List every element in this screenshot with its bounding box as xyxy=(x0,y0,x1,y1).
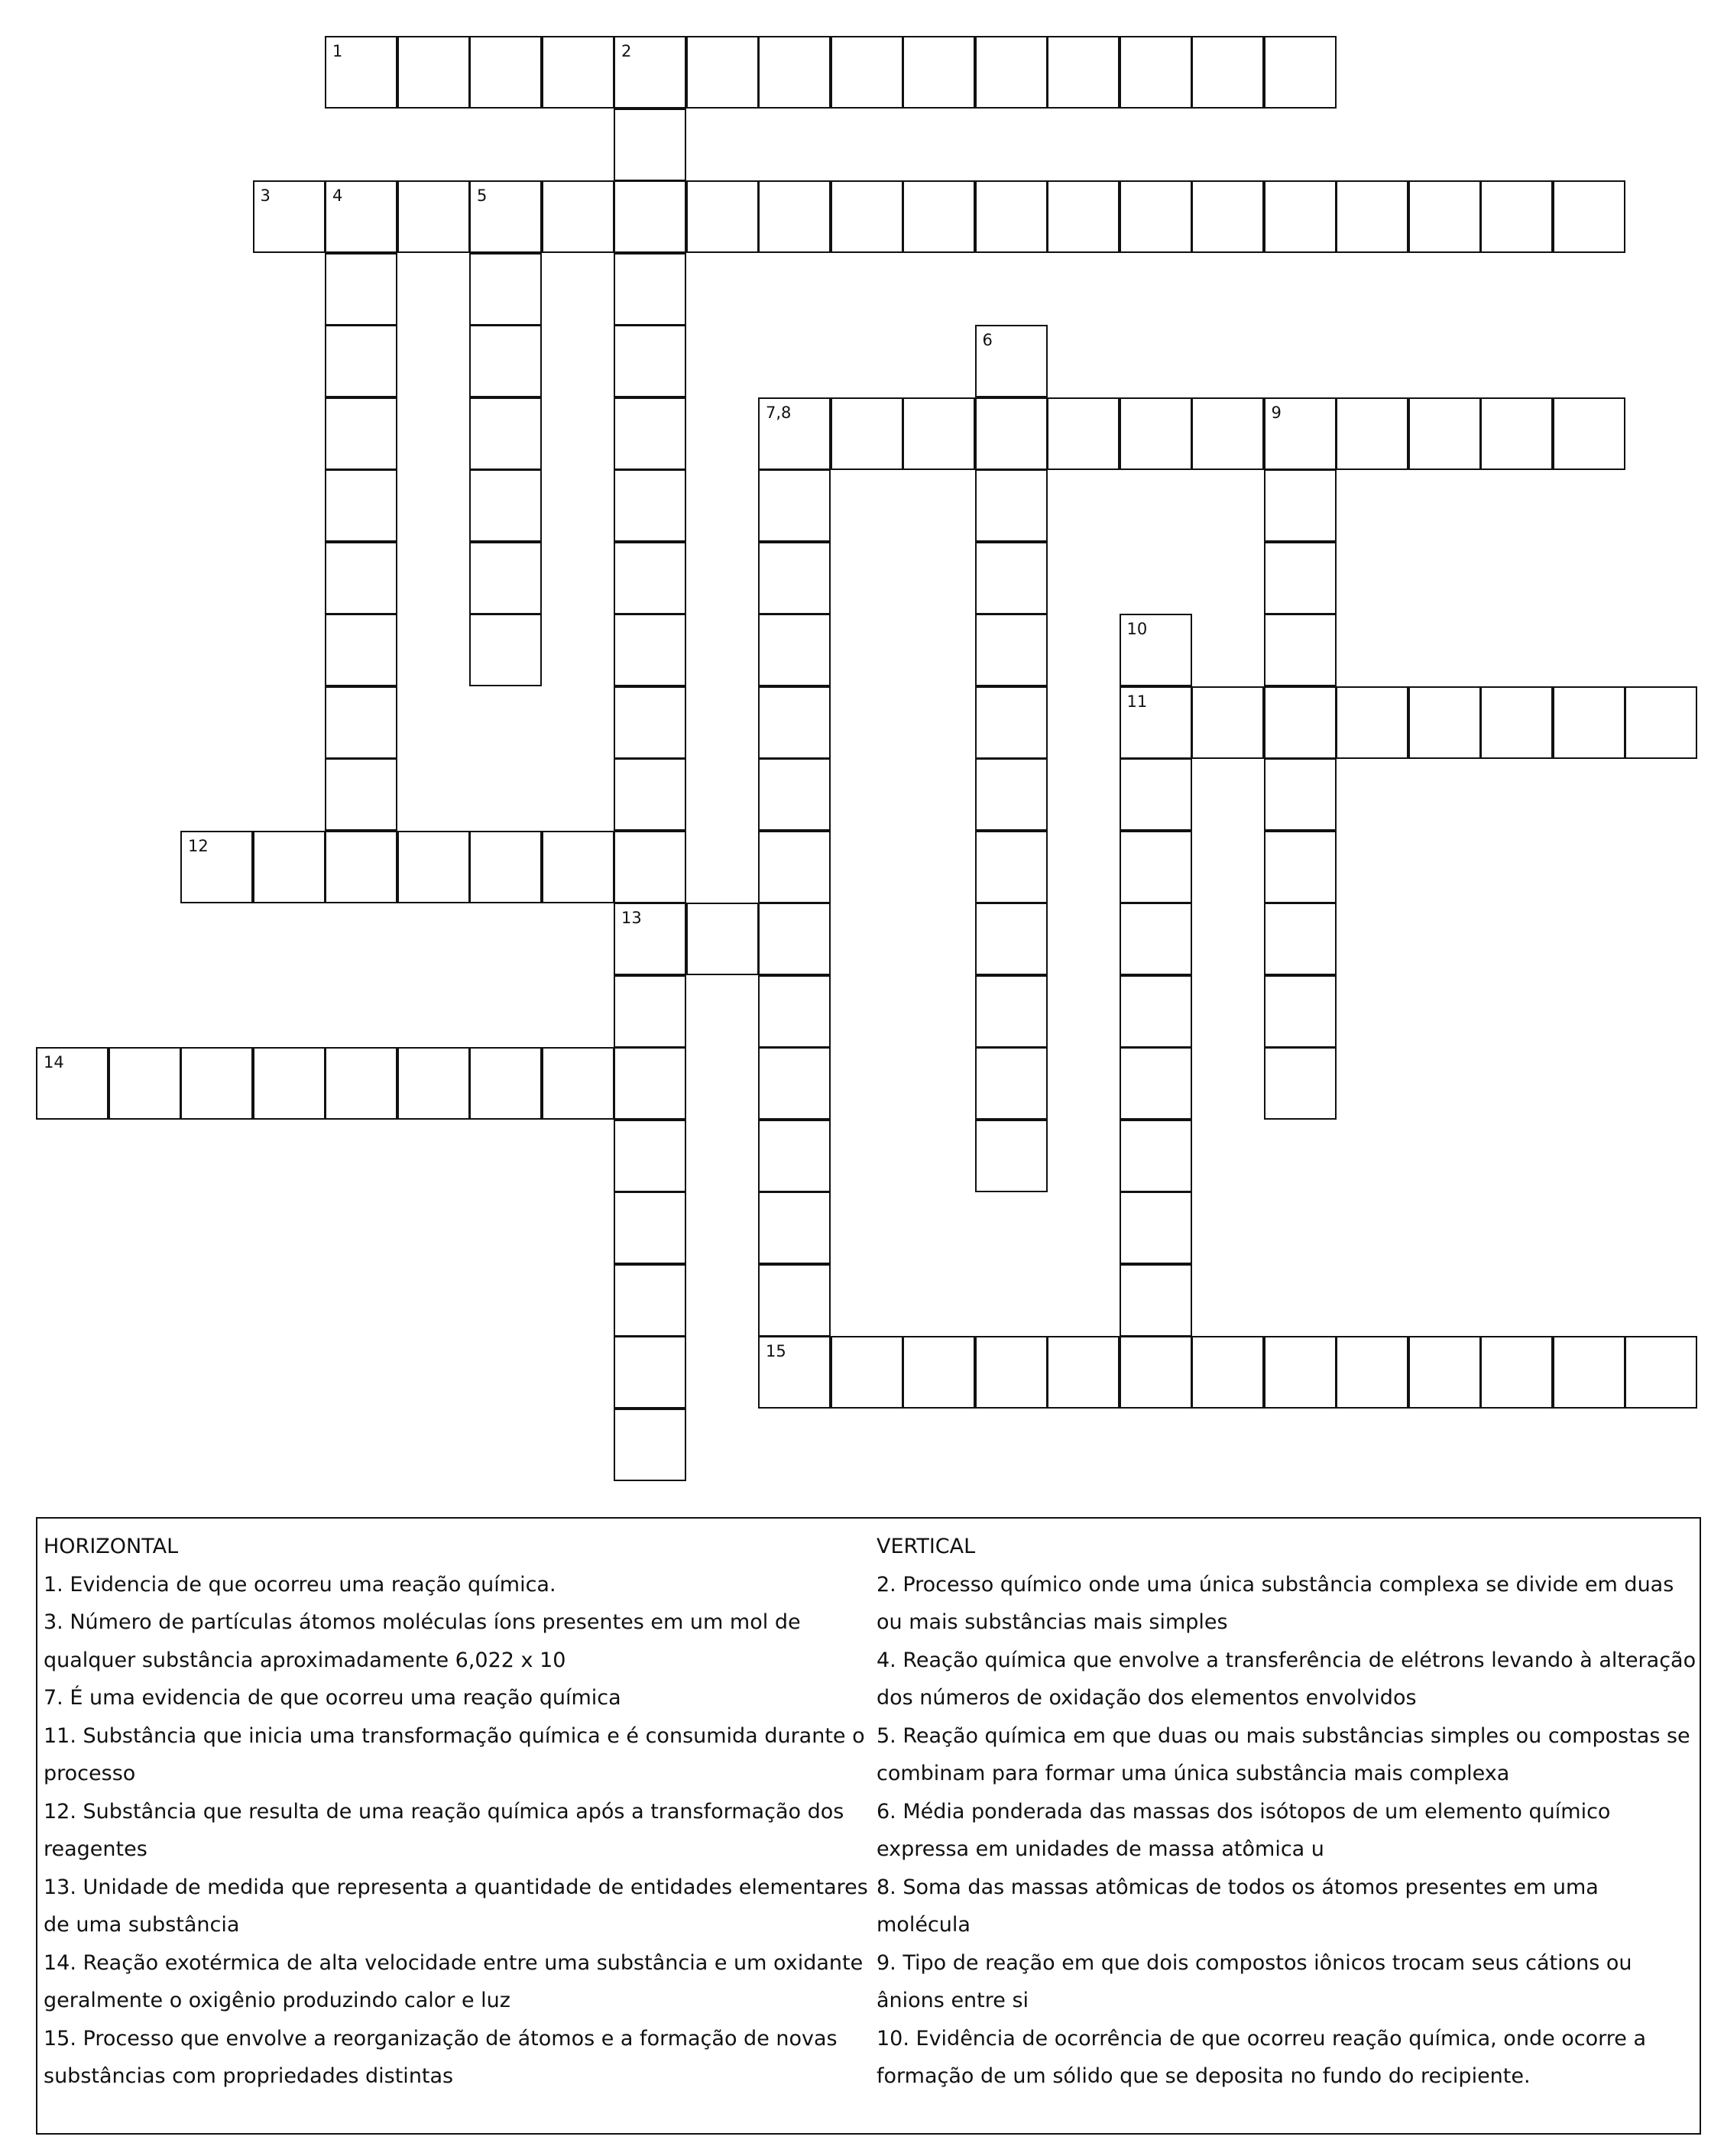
grid-cell[interactable] xyxy=(542,36,614,109)
clue-number: 2 xyxy=(621,42,632,60)
grid-cell[interactable] xyxy=(1553,180,1625,253)
grid-cell[interactable] xyxy=(469,469,542,542)
grid-cell[interactable] xyxy=(975,975,1048,1048)
grid-cell[interactable] xyxy=(975,397,1048,470)
clue-vertical-6: 6. Média ponderada das massas dos isótopos de um elemento químico expressa em unidades de massa atômica u xyxy=(877,1799,1611,1861)
grid-cell[interactable] xyxy=(1408,1336,1481,1409)
grid-cell[interactable] xyxy=(542,180,614,253)
grid-cell[interactable] xyxy=(758,1120,831,1192)
grid-cell[interactable] xyxy=(469,542,542,614)
clue-number: 9 xyxy=(1271,403,1282,422)
grid-cell[interactable] xyxy=(975,325,1048,397)
grid-cell[interactable] xyxy=(253,180,326,253)
grid-cell[interactable] xyxy=(758,758,831,831)
grid-cell[interactable] xyxy=(253,831,326,903)
grid-cell[interactable] xyxy=(903,36,975,109)
grid-cell[interactable] xyxy=(180,1047,253,1120)
clue-vertical-5: 5. Reação química em que duas ou mais substâncias simples ou compostas se combinam para formar uma única substância mais complexa xyxy=(877,1723,1690,1785)
grid-cell[interactable] xyxy=(1625,686,1697,759)
clue-horizontal-11: 11. Substância que inicia uma transformação química e é consumida durante o processo xyxy=(44,1723,865,1785)
vertical-clues xyxy=(877,1528,1698,2096)
grid-cell[interactable] xyxy=(469,325,542,397)
clue-vertical-2: 2. Processo químico onde uma única substância complexa se divide em duas ou mais substâncias mais simples xyxy=(877,1572,1674,1634)
grid-cell[interactable] xyxy=(614,903,686,975)
grid-cell[interactable] xyxy=(1191,36,1264,109)
grid-cell[interactable] xyxy=(758,1047,831,1120)
grid-cell[interactable] xyxy=(614,397,686,470)
grid-cell[interactable] xyxy=(1047,36,1120,109)
clue-number: 10 xyxy=(1126,620,1148,638)
grid-cell[interactable] xyxy=(903,1336,975,1409)
grid-cell[interactable] xyxy=(469,1047,542,1120)
grid-cell[interactable] xyxy=(758,1336,831,1409)
grid-cell[interactable] xyxy=(1480,686,1553,759)
grid-cell[interactable] xyxy=(36,1047,109,1120)
grid-cell[interactable] xyxy=(975,1120,1048,1192)
grid-cell[interactable] xyxy=(686,903,759,975)
grid-cell[interactable] xyxy=(469,253,542,326)
grid-cell[interactable] xyxy=(1408,180,1481,253)
grid-cell[interactable] xyxy=(975,686,1048,759)
grid-cell[interactable] xyxy=(397,1047,470,1120)
grid-cell[interactable] xyxy=(1336,180,1408,253)
grid-cell[interactable] xyxy=(1264,180,1337,253)
grid-cell[interactable] xyxy=(614,975,686,1048)
grid-cell[interactable] xyxy=(1264,975,1337,1048)
clue-number: 12 xyxy=(188,836,209,855)
grid-cell[interactable] xyxy=(614,686,686,759)
grid-cell[interactable] xyxy=(975,758,1048,831)
grid-cell[interactable] xyxy=(1120,1191,1192,1264)
clue-number: 15 xyxy=(766,1342,786,1360)
grid-cell[interactable] xyxy=(1120,1120,1192,1192)
grid-cell[interactable] xyxy=(1120,831,1192,903)
grid-cell[interactable] xyxy=(758,1191,831,1264)
grid-cell[interactable] xyxy=(1264,758,1337,831)
grid-cell[interactable] xyxy=(758,180,831,253)
grid-cell[interactable] xyxy=(758,614,831,686)
clues-box xyxy=(36,1517,1701,2135)
clue-horizontal-14: 14. Reação exotérmica de alta velocidade entre uma substância e um oxidante geralmente o oxigênio produzindo calor e luz xyxy=(44,1950,864,2012)
grid-cell[interactable] xyxy=(1120,1264,1192,1337)
grid-cell[interactable] xyxy=(1191,180,1264,253)
grid-cell[interactable] xyxy=(1047,180,1120,253)
grid-cell[interactable] xyxy=(975,36,1048,109)
grid-cell[interactable] xyxy=(614,1120,686,1192)
grid-cell[interactable] xyxy=(975,1047,1048,1120)
grid-cell[interactable] xyxy=(758,903,831,975)
grid-cell[interactable] xyxy=(325,614,397,686)
clue-number: 1 xyxy=(332,42,343,60)
grid-cell[interactable] xyxy=(1553,1336,1625,1409)
clue-number: 6 xyxy=(982,331,993,349)
clue-vertical-9: 9. Tipo de reação em que dois compostos iônicos trocam seus cátions ou ânions entre si xyxy=(877,1950,1632,2012)
grid-cell[interactable] xyxy=(758,831,831,903)
grid-cell[interactable] xyxy=(614,831,686,903)
grid-cell[interactable] xyxy=(975,469,1048,542)
grid-cell[interactable] xyxy=(1047,397,1120,470)
grid-cell[interactable] xyxy=(1191,1336,1264,1409)
grid-cell[interactable] xyxy=(614,614,686,686)
grid-cell[interactable] xyxy=(325,180,397,253)
grid-cell[interactable] xyxy=(614,542,686,614)
grid-cell[interactable] xyxy=(686,36,759,109)
grid-cell[interactable] xyxy=(831,1336,903,1409)
grid-cell[interactable] xyxy=(1480,397,1553,470)
grid-cell[interactable] xyxy=(325,542,397,614)
grid-cell[interactable] xyxy=(975,1336,1048,1409)
grid-cell[interactable] xyxy=(1264,36,1337,109)
grid-cell[interactable] xyxy=(1264,469,1337,542)
grid-cell[interactable] xyxy=(614,758,686,831)
vertical-title: VERTICAL xyxy=(877,1535,976,1558)
grid-cell[interactable] xyxy=(758,469,831,542)
grid-cell[interactable] xyxy=(1120,903,1192,975)
grid-cell[interactable] xyxy=(831,36,903,109)
grid-cell[interactable] xyxy=(831,397,903,470)
grid-cell[interactable] xyxy=(1120,397,1192,470)
grid-cell[interactable] xyxy=(542,831,614,903)
grid-cell[interactable] xyxy=(686,180,759,253)
clue-horizontal-7: 7. É uma evidencia de que ocorreu uma reação química xyxy=(44,1686,621,1710)
grid-cell[interactable] xyxy=(1625,1336,1697,1409)
grid-cell[interactable] xyxy=(614,1191,686,1264)
grid-cell[interactable] xyxy=(975,903,1048,975)
clue-vertical-8: 8. Soma das massas atômicas de todos os átomos presentes em uma molécula xyxy=(877,1875,1599,1937)
grid-cell[interactable] xyxy=(1264,614,1337,686)
clue-vertical-4: 4. Reação química que envolve a transferência de elétrons levando à alteração dos números de oxidação dos elementos envolvidos xyxy=(877,1648,1696,1710)
grid-cell[interactable] xyxy=(614,469,686,542)
grid-cell[interactable] xyxy=(1120,975,1192,1048)
grid-cell[interactable] xyxy=(253,1047,326,1120)
clue-number: 7,8 xyxy=(766,403,792,422)
grid-cell[interactable] xyxy=(1120,758,1192,831)
grid-cell[interactable] xyxy=(614,1047,686,1120)
grid-cell[interactable] xyxy=(325,758,397,831)
grid-cell[interactable] xyxy=(758,397,831,470)
grid-cell[interactable] xyxy=(614,1264,686,1337)
clue-number: 14 xyxy=(44,1053,64,1072)
grid-cell[interactable] xyxy=(758,1264,831,1337)
grid-cell[interactable] xyxy=(1120,614,1192,686)
grid-cell[interactable] xyxy=(325,253,397,326)
clue-number: 13 xyxy=(621,909,642,927)
grid-cell[interactable] xyxy=(397,36,470,109)
grid-cell[interactable] xyxy=(1120,36,1192,109)
grid-cell[interactable] xyxy=(109,1047,181,1120)
grid-cell[interactable] xyxy=(1553,686,1625,759)
grid-cell[interactable] xyxy=(1336,1336,1408,1409)
grid-cell[interactable] xyxy=(469,614,542,686)
grid-cell[interactable] xyxy=(325,36,397,109)
grid-cell[interactable] xyxy=(758,975,831,1048)
grid-cell[interactable] xyxy=(1336,686,1408,759)
grid-cell[interactable] xyxy=(469,180,542,253)
grid-cell[interactable] xyxy=(758,542,831,614)
grid-cell[interactable] xyxy=(975,180,1048,253)
clue-vertical-10: 10. Evidência de ocorrência de que ocorreu reação química, onde ocorre a formação de um sólido que se deposita no fundo do recipiente. xyxy=(877,2026,1647,2088)
grid-cell[interactable] xyxy=(1120,686,1192,759)
grid-cell[interactable] xyxy=(1264,831,1337,903)
grid-cell[interactable] xyxy=(831,180,903,253)
grid-cell[interactable] xyxy=(1264,397,1337,470)
grid-cell[interactable] xyxy=(1480,180,1553,253)
grid-cell[interactable] xyxy=(325,1047,397,1120)
grid-cell[interactable] xyxy=(325,397,397,470)
grid-cell[interactable] xyxy=(1120,1047,1192,1120)
grid-cell[interactable] xyxy=(542,1047,614,1120)
clue-number: 5 xyxy=(477,186,488,205)
grid-cell[interactable] xyxy=(325,831,397,903)
grid-cell[interactable] xyxy=(758,36,831,109)
grid-cell[interactable] xyxy=(758,686,831,759)
grid-cell[interactable] xyxy=(1264,1336,1337,1409)
grid-cell[interactable] xyxy=(975,542,1048,614)
grid-cell[interactable] xyxy=(1191,397,1264,470)
grid-cell[interactable] xyxy=(180,831,253,903)
grid-cell[interactable] xyxy=(614,1336,686,1409)
grid-cell[interactable] xyxy=(903,397,975,470)
clue-horizontal-15: 15. Processo que envolve a reorganização de átomos e a formação de novas substâncias com propriedades distintas xyxy=(44,2026,838,2088)
grid-cell[interactable] xyxy=(1120,180,1192,253)
grid-cell[interactable] xyxy=(1191,686,1264,759)
grid-cell[interactable] xyxy=(469,397,542,470)
horizontal-clues xyxy=(44,1528,873,2096)
grid-cell[interactable] xyxy=(397,831,470,903)
clue-horizontal-13: 13. Unidade de medida que representa a quantidade de entidades elementares de uma substância xyxy=(44,1875,868,1937)
grid-cell[interactable] xyxy=(1264,1047,1337,1120)
grid-cell[interactable] xyxy=(325,325,397,397)
grid-cell[interactable] xyxy=(397,180,470,253)
grid-cell[interactable] xyxy=(325,686,397,759)
grid-cell[interactable] xyxy=(1553,397,1625,470)
grid-cell[interactable] xyxy=(614,1409,686,1481)
clue-number: 3 xyxy=(260,186,271,205)
grid-cell[interactable] xyxy=(1120,1336,1192,1409)
grid-cell[interactable] xyxy=(469,36,542,109)
grid-cell[interactable] xyxy=(1264,542,1337,614)
grid-cell[interactable] xyxy=(1047,1336,1120,1409)
grid-cell[interactable] xyxy=(1264,686,1337,759)
grid-cell[interactable] xyxy=(1408,686,1481,759)
clue-horizontal-3: 3. Número de partículas átomos moléculas íons presentes em um mol de qualquer substância aproximadamente 6,022 x 10 xyxy=(44,1610,801,1672)
grid-cell[interactable] xyxy=(614,325,686,397)
horizontal-title: HORIZONTAL xyxy=(44,1535,179,1558)
clue-number: 4 xyxy=(332,186,343,205)
grid-cell[interactable] xyxy=(614,180,686,253)
grid-cell[interactable] xyxy=(903,180,975,253)
grid-cell[interactable] xyxy=(975,831,1048,903)
grid-cell[interactable] xyxy=(975,614,1048,686)
grid-cell[interactable] xyxy=(1336,397,1408,470)
clue-horizontal-12: 12. Substância que resulta de uma reação química após a transformação dos reagentes xyxy=(44,1799,844,1861)
grid-cell[interactable] xyxy=(614,109,686,181)
grid-cell[interactable] xyxy=(1264,903,1337,975)
grid-cell[interactable] xyxy=(614,253,686,326)
grid-cell[interactable] xyxy=(1480,1336,1553,1409)
grid-cell[interactable] xyxy=(469,831,542,903)
grid-cell[interactable] xyxy=(325,469,397,542)
clue-horizontal-1: 1. Evidencia de que ocorreu uma reação química. xyxy=(44,1572,556,1597)
grid-cell[interactable] xyxy=(1408,397,1481,470)
grid-cell[interactable] xyxy=(614,36,686,109)
clue-number: 11 xyxy=(1126,692,1148,711)
